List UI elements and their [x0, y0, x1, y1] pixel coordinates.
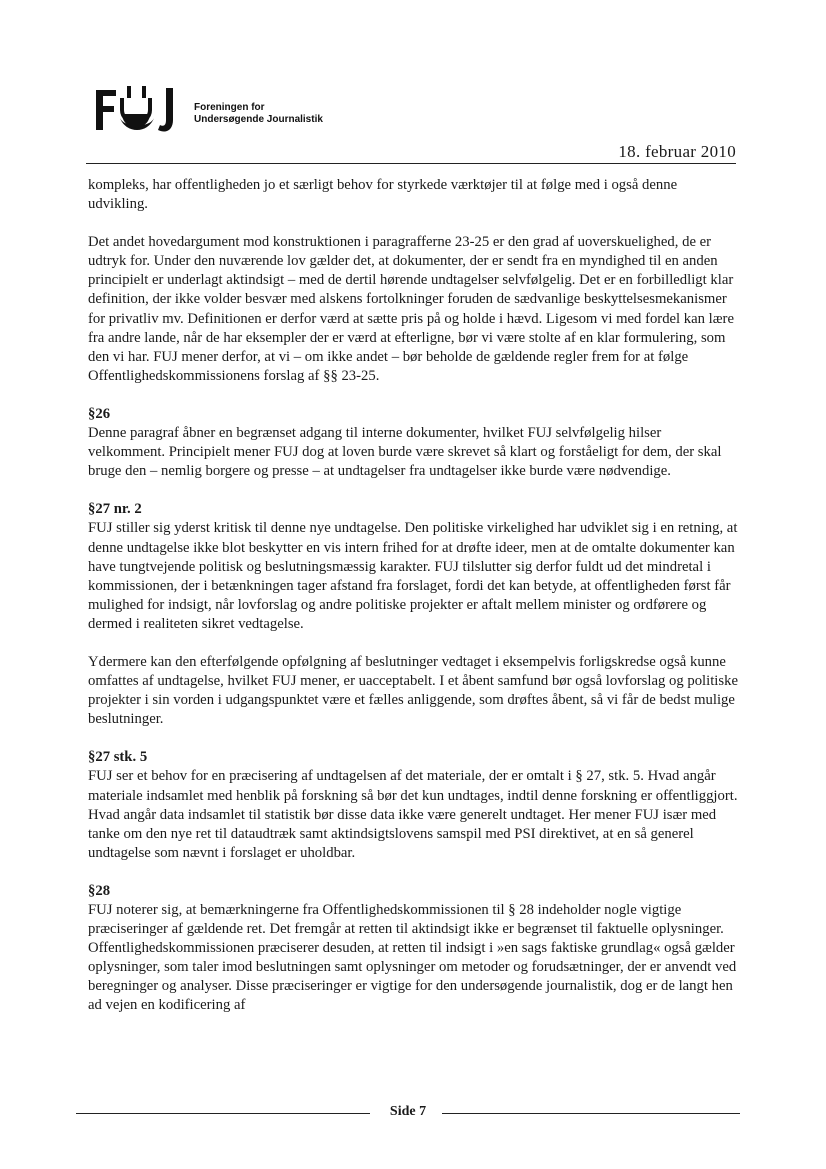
section-heading-28: §28 [88, 882, 111, 899]
paragraph: Ydermere kan den efterfølgende opfølgning af beslutninger vedtaget i eksempelvis forligskredse også kunne omfattes af undtagelse, hvilket FUJ mener, er uacceptabelt. I et åbent samfund bør også lovforslag og politiske projekter i sin vorden i udgangspunktet være et fælles anliggende, som drøftes åbent, så vi får de bedst mulige beslutninger. [88, 653, 738, 728]
footer-divider-right [442, 1113, 740, 1114]
org-name-line2: Undersøgende Journalistik [194, 114, 323, 125]
document-body [88, 176, 738, 1035]
header-divider [86, 163, 736, 164]
paragraph: FUJ ser et behov for en præcisering af undtagelsen af det materiale, der er omtalt i § 27, stk. 5. Hvad angår materiale indsamlet med henblik på forskning så bør det kun undtages, indtil denne forskning er offentliggjort. Hvad angår data indsamlet til statistik bør disse data ikke være generelt undtaget. Her mener FUJ især med tanke om den nye ret til dataudtræk samt aktindsigtslovens samspil med PSI direktivet, at en så generel undtagelse som nævnt i forslaget er uholdbar. [88, 768, 738, 861]
org-name-line1: Foreningen for [194, 102, 265, 113]
fuj-logo [92, 84, 342, 144]
fuj-logo-mark [92, 84, 184, 140]
page-footer [76, 1104, 740, 1124]
paragraph: FUJ noterer sig, at bemærkningerne fra Offentlighedskommissionen til § 28 indeholder nogle vigtige præciseringer af gældende ret. Det fremgår at retten til aktindsigt ikke er begrænset til faktuelle oplysninger. Offentlighedskommissionen præciserer desuden, at retten til indsigt i »en sags faktiske grundlag« også gælder oplysninger, som taler imod beslutningen samt oplysninger om metoder og forudsætninger, der er anvendt ved beregninger og analyser. Disse præciseringer er vigtige for den undersøgende journalistik, dog er de langt hen ad vejen en kodificering af [88, 902, 737, 1014]
paragraph: Denne paragraf åbner en begrænset adgang til interne dokumenter, hvilket FUJ selvfølgelig hilser velkomment. Principielt mener FUJ dog at loven burde være skrevet så klart og forståeligt for dem, der skal bruge den – nemlig borgere og presse – at undtagelser fra undtagelser ikke burde være nødvendige. [88, 425, 722, 480]
document-date: 18. februar 2010 [618, 142, 736, 161]
section-heading-27-stk-5: §27 stk. 5 [88, 749, 148, 766]
footer-divider-left [76, 1113, 370, 1114]
page-number: Side 7 [389, 1104, 427, 1119]
org-name [194, 102, 323, 126]
paragraph: Det andet hovedargument mod konstruktionen i paragrafferne 23-25 er den grad af uoverskuelighed, de er udtryk for. Under den nuværende lov gælder det, at dokumenter, der er sendt fra en myndighed til en anden principielt er underlagt aktindsigt – med de dertil hørende undtagelser selvfølgelig. Det er en forbilledligt klar definition, der ikke volder besvær med alskens fortolkninger foruden de sædvanlige beskyttelsesmekanismer for privatliv mv. Definitionen er derfor værd at sætte pris på og holde i hævd. Ligesom vi med fordel kan lære fra andre lande, når de har eksempler der er værd at efterligne, bør vi være stolte af en klar formulering, som den vi har. FUJ mener derfor, at vi – om ikke andet – bør beholde de gældende regler frem for at følge Offentlighedskommissionens forslag af §§ 23-25. [88, 234, 734, 384]
section-heading-27-nr-2: §27 nr. 2 [88, 501, 142, 518]
paragraph: FUJ stiller sig yderst kritisk til denne nye undtagelse. Den politiske virkelighed har udviklet sig i en retning, at denne undtagelse ikke blot beskytter en vis intern frihed for at drøfte ideer, men at de omtalte dokumenter kan have tungtvejende politisk og beslutningsmæssig karakter. FUJ tilslutter sig derfor fuldt ud det mindretal i kommissionen, der i betænkningen tager afstand fra forslaget, fordi det kan betyde, at offentligheden først får mulighed for indsigt, når lovforslag og andre politiske projekter er aftalt mellem minister og ordførere og dermed i realiteten sikret vedtagelse. [88, 520, 738, 632]
section-heading-26: §26 [88, 405, 111, 422]
paragraph: kompleks, har offentligheden jo et særligt behov for styrkede værktøjer til at følge med i også denne udvikling. [88, 177, 678, 213]
